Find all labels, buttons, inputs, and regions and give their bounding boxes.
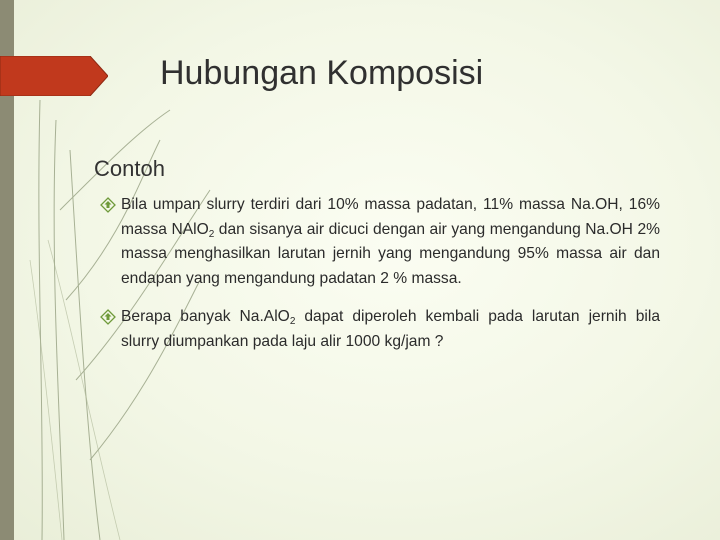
subscript: 2: [289, 316, 296, 327]
diamond-arrow-icon: [100, 197, 116, 213]
bullet-text-part: Bila umpan slurry terdiri dari 10% massa padatan, 11% massa Na.OH, 16% massa NAlO: [121, 196, 660, 238]
bullet-text-part: dapat diperoleh kembali pada larutan jernih bila slurry diumpankan pada laju alir 1000 kg/jam ?: [121, 308, 660, 350]
subscript: 2: [208, 228, 215, 240]
bullet-text: [121, 308, 660, 350]
bullet-text: [121, 196, 660, 287]
bullet-text-part: Berapa banyak Na.AlO: [121, 308, 290, 325]
diamond-arrow-icon: [100, 309, 116, 325]
slide-title: Hubungan Komposisi: [160, 54, 484, 92]
bullet-item: [100, 305, 660, 354]
title-tab-shape: [0, 56, 108, 96]
bullet-text-part: dan sisanya air dicuci dengan air yang mengandung Na.OH 2% massa menghasilkan larutan jernih yang mengandung 95% massa air dan endapan yang mengandung padatan 2 % massa.: [121, 220, 660, 287]
section-heading: Contoh: [94, 156, 165, 181]
bullet-list: [100, 193, 660, 354]
bullet-item: [100, 193, 660, 291]
